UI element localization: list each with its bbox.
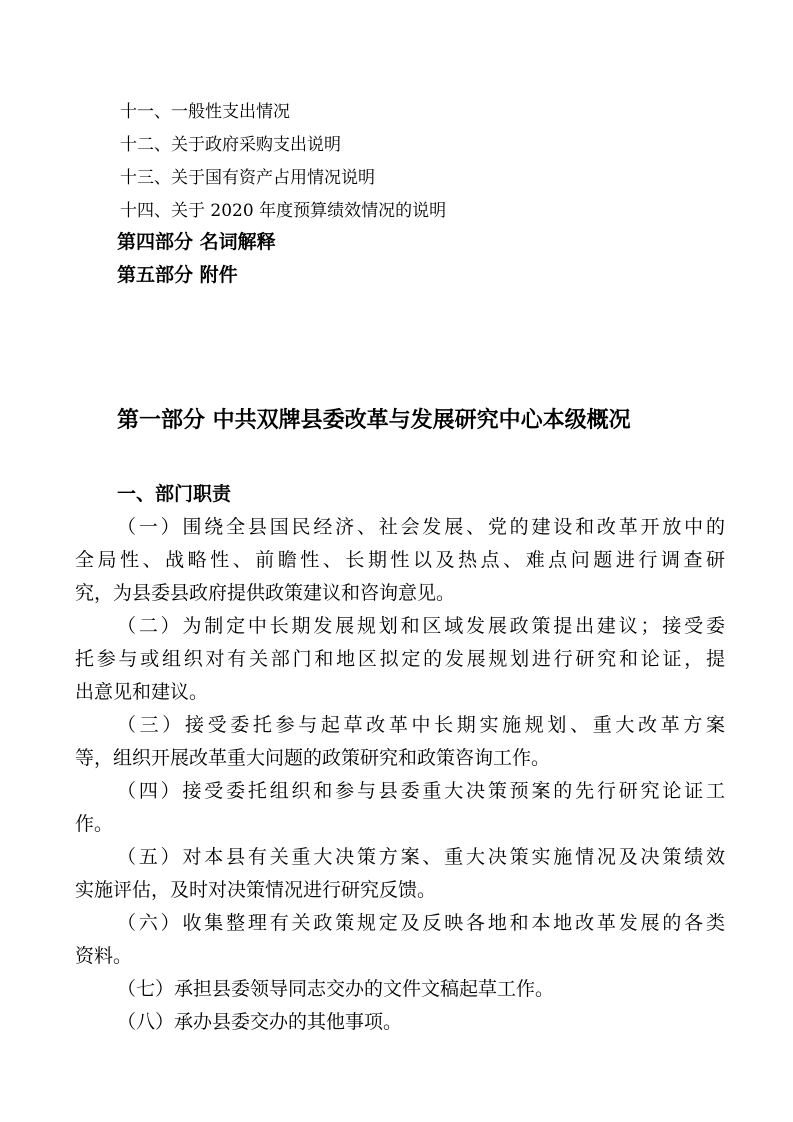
paragraph-line: 托参与或组织对有关部门和地区拟定的发展规划进行研究和论证，提 <box>75 648 725 670</box>
paragraph-line: （三）接受委托参与起草改革中长期实施规划、重大改革方案 <box>117 714 725 736</box>
section-heading: 一、部门职责 <box>117 483 232 505</box>
paragraph-line: 资料。 <box>75 945 133 967</box>
paragraph-line: （八）承办县委交办的其他事项。 <box>117 1011 403 1033</box>
paragraph-line: 出意见和建议。 <box>75 681 209 703</box>
paragraph-line: 作。 <box>75 813 114 835</box>
paragraph-line: （一）围绕全县国民经济、社会发展、党的建设和改革开放中的 <box>117 516 725 538</box>
toc-item: 十一、一般性支出情况 <box>120 102 290 122</box>
paragraph-line: （七）承担县委领导同志交办的文件文稿起草工作。 <box>117 978 555 1000</box>
paragraph-line: （四）接受委托组织和参与县委重大决策预案的先行研究论证工 <box>117 780 725 802</box>
toc-part-5: 第五部分 附件 <box>117 264 238 286</box>
paragraph-line: （二）为制定中长期发展规划和区域发展政策提出建议；接受委 <box>117 615 725 637</box>
paragraph-line: 全局性、战略性、前瞻性、长期性以及热点、难点问题进行调查研 <box>75 549 725 571</box>
section-title: 第一部分 中共双牌县委改革与发展研究中心本级概况 <box>117 408 631 433</box>
paragraph-line: （六）收集整理有关政策规定及反映各地和本地改革发展的各类 <box>117 912 725 934</box>
toc-item: 十四、关于 2020 年度预算绩效情况的说明 <box>120 201 447 221</box>
paragraph-line: （五）对本县有关重大决策方案、重大决策实施情况及决策绩效 <box>117 846 725 868</box>
paragraph-line: 等，组织开展改革重大问题的政策研究和政策咨询工作。 <box>75 747 551 769</box>
paragraph-line: 实施评估，及时对决策情况进行研究反馈。 <box>75 879 437 901</box>
toc-item: 十三、关于国有资产占用情况说明 <box>120 168 375 188</box>
paragraph-line: 究，为县委县政府提供政策建议和咨询意见。 <box>75 582 456 604</box>
toc-item: 十二、关于政府采购支出说明 <box>120 135 341 155</box>
toc-part-4: 第四部分 名词解释 <box>117 231 276 253</box>
